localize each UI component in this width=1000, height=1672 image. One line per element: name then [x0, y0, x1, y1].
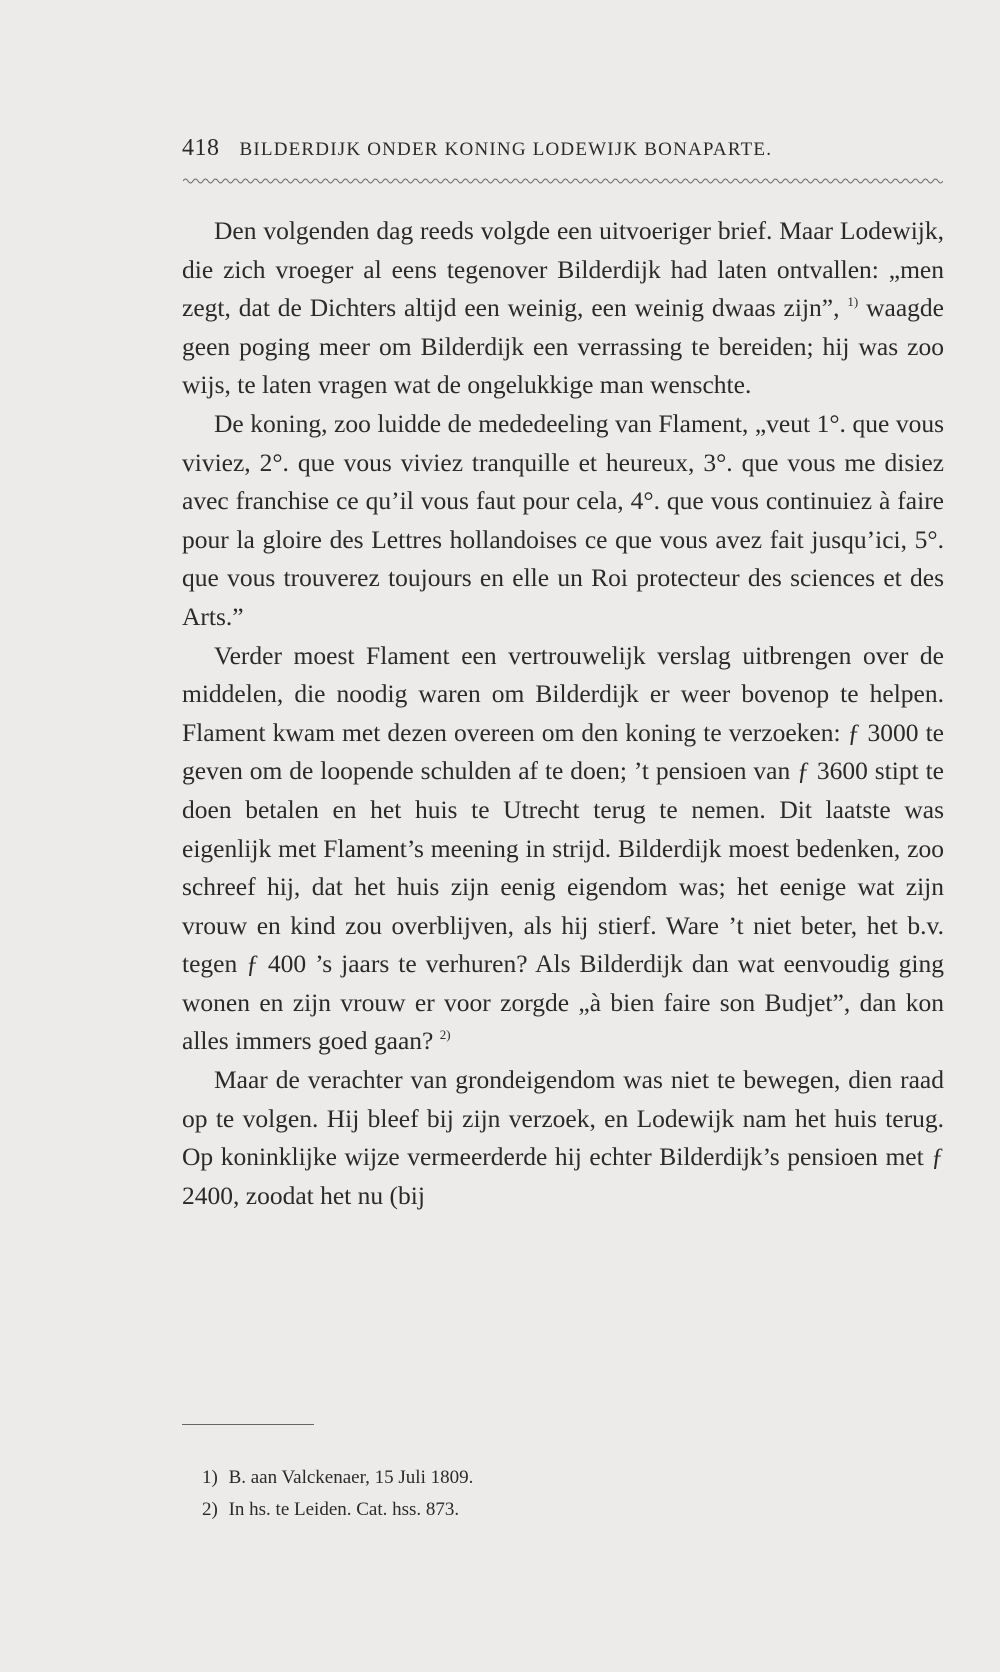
footnote-2-number: 2) — [202, 1499, 218, 1520]
page-number: 418 — [182, 135, 220, 161]
header-wavy-rule — [183, 176, 943, 186]
footnote-ref-1: 1) — [847, 294, 859, 310]
paragraph-3-text-a: Verder moest Flament een vertrouwelijk verslag uitbrengen over de middelen, die noodig waren om Bilderdijk er weer bovenop te helpen. Flament kwam met dezen overeen om den koning te verzoeken: ƒ 3000 te geven om de loopende schulden af te doen; ’t pensioen van ƒ 3600 stipt te doen betalen en het huis te Utrecht terug te nemen. Dit laatste was eigenlijk met Flament’s meening in strijd. Bilderdijk moest bedenken, zoo schreef hij, dat het huis zijn eenig eigendom was; het eenige wat zijn vrouw en kind zou overblijven, als hij stierf. Ware ’t niet beter, het b.v. tegen ƒ 400 ’s jaars te verhuren? Als Bilderdijk dan wat eenvoudig ging wonen en zijn vrouw er voor zorgde „à bien faire son Budjet”, dan kon alles immers goed gaan? — [182, 640, 944, 1056]
paragraph-2: De koning, zoo luidde de mededeeling van Flament, „veut 1°. que vous viviez, 2°. que vous viviez tranquille et heureux, 3°. que vous me disiez avec franchise ce qu’il vous faut pour cela, 4°. que vous continuiez à faire pour la gloire des Lettres hollandoises ce que vous avez fait jusqu’ici, 5°. que vous trouverez toujours en elle un Roi protecteur des sciences et des Arts.” — [182, 408, 944, 631]
footnote-1 — [202, 1462, 802, 1494]
body-text — [182, 212, 944, 1215]
running-header — [182, 135, 942, 162]
running-title: BILDERDIJK ONDER KONING LODEWIJK BONAPARTE. — [239, 139, 773, 160]
footnotes — [202, 1462, 802, 1526]
footnote-2-text: In hs. te Leiden. Cat. hss. 873. — [228, 1499, 460, 1520]
paragraph-1-text-a: Den volgenden dag reeds volgde een uitvoeriger brief. Maar Lodewijk, die zich vroeger al eens tegenover Bilderdijk had laten ontvallen: „men zegt, dat de Dichters altijd een weinig, een weinig dwaas zijn”, — [182, 216, 944, 323]
paragraph-1 — [182, 212, 944, 405]
paragraph-1-text-b: waagde geen poging meer om Bilderdijk een verrassing te bereiden; hij was zoo wijs, te laten vragen wat de ongelukkige man wenschte. — [182, 293, 944, 400]
paragraph-4: Maar de verachter van grondeigendom was niet te bewegen, dien raad op te volgen. Hij bleef bij zijn verzoek, en Lodewijk nam het huis terug. Op koninklijke wijze vermeerderde hij echter Bilderdijk’s pensioen met ƒ 2400, zoodat het nu (bij — [182, 1065, 944, 1210]
footnote-separator — [182, 1424, 314, 1425]
footnote-1-text: B. aan Valckenaer, 15 Juli 1809. — [228, 1467, 474, 1488]
footnote-ref-2: 2) — [439, 1027, 451, 1043]
footnote-1-number: 1) — [202, 1467, 218, 1488]
paragraph-3 — [182, 637, 944, 1062]
footnote-2 — [202, 1494, 802, 1526]
